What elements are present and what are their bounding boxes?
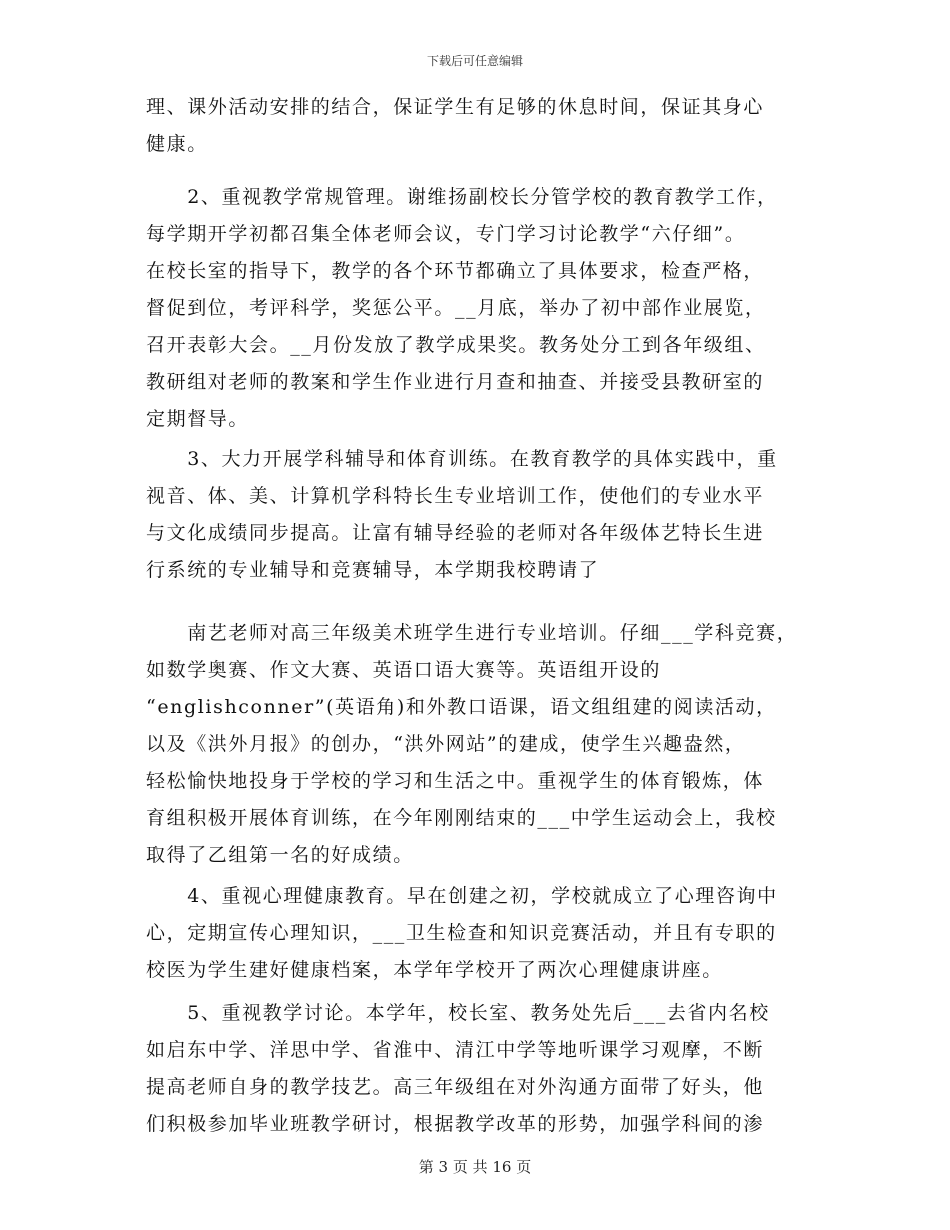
paragraph-line: 2、重视教学常规管理。谢维扬副校长分管学校的教育教学工作，	[146, 186, 778, 208]
paragraph-line: 定期督导。	[146, 408, 250, 430]
paragraph-line: 行系统的专业辅导和竞赛辅导，本学期我校聘请了	[146, 559, 600, 581]
paragraph-line: 教研组对老师的教案和学生作业进行月查和抽查、并接受县教研室的	[146, 371, 765, 393]
paragraph-line: 育组积极开展体育训练，在今年刚刚结束的___中学生运动会上，我校	[146, 807, 777, 829]
paragraph-line: 取得了乙组第一名的好成绩。	[146, 844, 414, 866]
paragraph-line: 校医为学生建好健康档案，本学年学校开了两次心理健康讲座。	[146, 959, 723, 981]
paragraph-line: 督促到位，考评科学，奖惩公平。__月底，举办了初中部作业展览，	[146, 297, 766, 319]
paragraph-line: 以及《洪外月报》的创办，“洪外网站”的建成，使学生兴趣盎然，	[146, 733, 746, 755]
paragraph-line: 3、大力开展学科辅导和体育训练。在教育教学的具体实践中，重	[146, 448, 778, 470]
page-number: 第 3 页 共 16 页	[418, 1158, 532, 1176]
page-header: 下载后可任意编辑	[426, 54, 523, 68]
paragraph-line: 每学期开学初都召集全体老师会议，专门学习讨论教学“六仔细”。	[146, 223, 746, 245]
paragraph-line: 心，定期宣传心理知识，___卫生检查和知识竞赛活动，并且有专职的	[146, 922, 777, 944]
paragraph-line: 健康。	[146, 133, 208, 155]
paragraph-line: 们积极参加毕业班教学研讨，根据教学改革的形势，加强学科间的渗	[146, 1113, 765, 1135]
paragraph-line: 5、重视教学讨论。本学年，校长室、教务处先后___去省内名校	[146, 1002, 770, 1024]
paragraph-line: “englishconner”(英语角)和外教口语课，语文组组建的阅读活动，	[146, 696, 777, 718]
paragraph-line: 如数学奥赛、作文大赛、英语口语大赛等。英语组开设的	[146, 659, 662, 681]
paragraph-line: 在校长室的指导下，教学的各个环节都确立了具体要求，检查严格，	[146, 260, 765, 282]
paragraph-line: 与文化成绩同步提高。让富有辅导经验的老师对各年级体艺特长生进	[146, 522, 765, 544]
paragraph-line: 视音、体、美、计算机学科特长生专业培训工作，使他们的专业水平	[146, 485, 765, 507]
paragraph-line: 提高老师自身的教学技艺。高三年级组在对外沟通方面带了好头，他	[146, 1076, 765, 1098]
paragraph-line: 轻松愉快地投身于学校的学习和生活之中。重视学生的体育锻炼，体	[146, 770, 765, 792]
paragraph-line: 如启东中学、洋思中学、省淮中、清江中学等地听课学习观摩，不断	[146, 1039, 765, 1061]
paragraph-line: 召开表彰大会。__月份发放了教学成果奖。教务处分工到各年级组、	[146, 334, 766, 356]
paragraph-line: 4、重视心理健康教育。早在创建之初，学校就成立了心理咨询中	[146, 885, 778, 907]
paragraph-line: 理、课外活动安排的结合，保证学生有足够的休息时间，保证其身心	[146, 96, 765, 118]
paragraph-line: 南艺老师对高三年级美术班学生进行专业培训。仔细___学科竞赛，	[146, 622, 798, 644]
